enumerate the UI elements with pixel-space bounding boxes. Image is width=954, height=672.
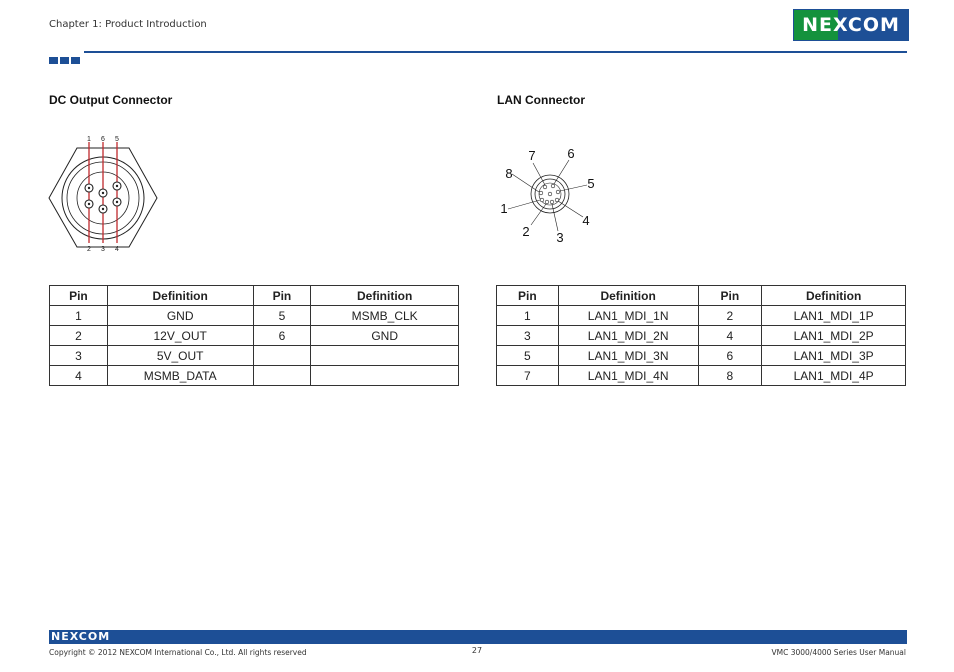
lan-leader-6 xyxy=(554,160,569,184)
table-row xyxy=(497,326,906,346)
table-cell: 3 xyxy=(497,326,559,346)
dc-label-bottom-3: 4 xyxy=(115,246,119,253)
lan-leader-7 xyxy=(533,163,545,185)
table-cell: 5V_OUT xyxy=(107,346,253,366)
header-rule xyxy=(84,51,907,53)
nexcom-logo xyxy=(793,9,909,41)
table-row xyxy=(50,346,459,366)
dc-label-bottom-2: 3 xyxy=(101,246,105,253)
table-cell: GND xyxy=(107,306,253,326)
header-squares xyxy=(49,49,82,68)
dc-output-title: DC Output Connector xyxy=(49,93,173,107)
table-cell: 3 xyxy=(50,346,108,366)
table-cell: LAN1_MDI_2P xyxy=(762,326,906,346)
table-cell: 2 xyxy=(50,326,108,346)
table-cell: 5 xyxy=(497,346,559,366)
column-header: Definition xyxy=(762,286,906,306)
lan-leader-1 xyxy=(508,200,540,209)
logo-text: NEXCOM xyxy=(802,14,900,36)
table-row xyxy=(50,366,459,386)
lan-connector-title: LAN Connector xyxy=(497,93,585,107)
table-cell: 4 xyxy=(698,326,762,346)
table-cell: 4 xyxy=(50,366,108,386)
lan-label-5: 5 xyxy=(587,176,595,191)
table-cell: LAN1_MDI_1P xyxy=(762,306,906,326)
lan-pin-table xyxy=(496,285,906,386)
lan-connector-diagram xyxy=(495,143,605,248)
column-header: Pin xyxy=(50,286,108,306)
table-cell xyxy=(253,346,311,366)
table-header-row xyxy=(497,286,906,306)
dc-label-top-2: 6 xyxy=(101,136,105,143)
table-cell: 2 xyxy=(698,306,762,326)
table-cell: 12V_OUT xyxy=(107,326,253,346)
table-cell xyxy=(311,346,459,366)
table-cell: LAN1_MDI_4N xyxy=(558,366,698,386)
table-cell: LAN1_MDI_2N xyxy=(558,326,698,346)
copyright-text: Copyright © 2012 NEXCOM International Co., Ltd. All rights reserved xyxy=(49,648,307,657)
table-cell: 7 xyxy=(497,366,559,386)
lan-label-2: 2 xyxy=(522,224,530,239)
table-cell: 6 xyxy=(253,326,311,346)
table-cell: LAN1_MDI_3P xyxy=(762,346,906,366)
table-cell: LAN1_MDI_1N xyxy=(558,306,698,326)
column-header: Pin xyxy=(253,286,311,306)
manual-title: VMC 3000/4000 Series User Manual xyxy=(771,648,906,657)
table-cell: 1 xyxy=(497,306,559,326)
column-header: Definition xyxy=(107,286,253,306)
table-cell: 1 xyxy=(50,306,108,326)
table-cell: MSMB_CLK xyxy=(311,306,459,326)
table-cell: LAN1_MDI_3N xyxy=(558,346,698,366)
lan-label-7: 7 xyxy=(528,148,536,163)
lan-label-1: 1 xyxy=(500,201,508,216)
table-cell: MSMB_DATA xyxy=(107,366,253,386)
table-cell: 8 xyxy=(698,366,762,386)
table-cell: GND xyxy=(311,326,459,346)
lan-label-6: 6 xyxy=(567,146,575,161)
dc-pin-table xyxy=(49,285,459,386)
table-row xyxy=(497,306,906,326)
lan-leader-2 xyxy=(531,204,546,225)
table-cell xyxy=(311,366,459,386)
lan-label-8: 8 xyxy=(505,166,513,181)
table-row xyxy=(497,346,906,366)
lan-label-3: 3 xyxy=(556,230,564,245)
column-header: Pin xyxy=(698,286,762,306)
table-cell: 6 xyxy=(698,346,762,366)
table-cell xyxy=(253,366,311,386)
column-header: Definition xyxy=(558,286,698,306)
table-cell: LAN1_MDI_4P xyxy=(762,366,906,386)
dc-label-bottom-1: 2 xyxy=(87,246,91,253)
dc-label-top-1: 1 xyxy=(87,136,91,143)
table-header-row xyxy=(50,286,459,306)
footer-bar xyxy=(49,630,907,644)
table-row xyxy=(497,366,906,386)
table-cell: 5 xyxy=(253,306,311,326)
table-row xyxy=(50,326,459,346)
page-number: 27 xyxy=(471,646,483,655)
column-header: Definition xyxy=(311,286,459,306)
dc-label-top-3: 5 xyxy=(115,136,119,143)
table-row xyxy=(50,306,459,326)
footer-logo: NEXCOM xyxy=(51,630,111,643)
lan-label-4: 4 xyxy=(582,213,590,228)
dc-connector-diagram xyxy=(45,130,163,255)
column-header: Pin xyxy=(497,286,559,306)
chapter-title: Chapter 1: Product Introduction xyxy=(49,19,207,30)
